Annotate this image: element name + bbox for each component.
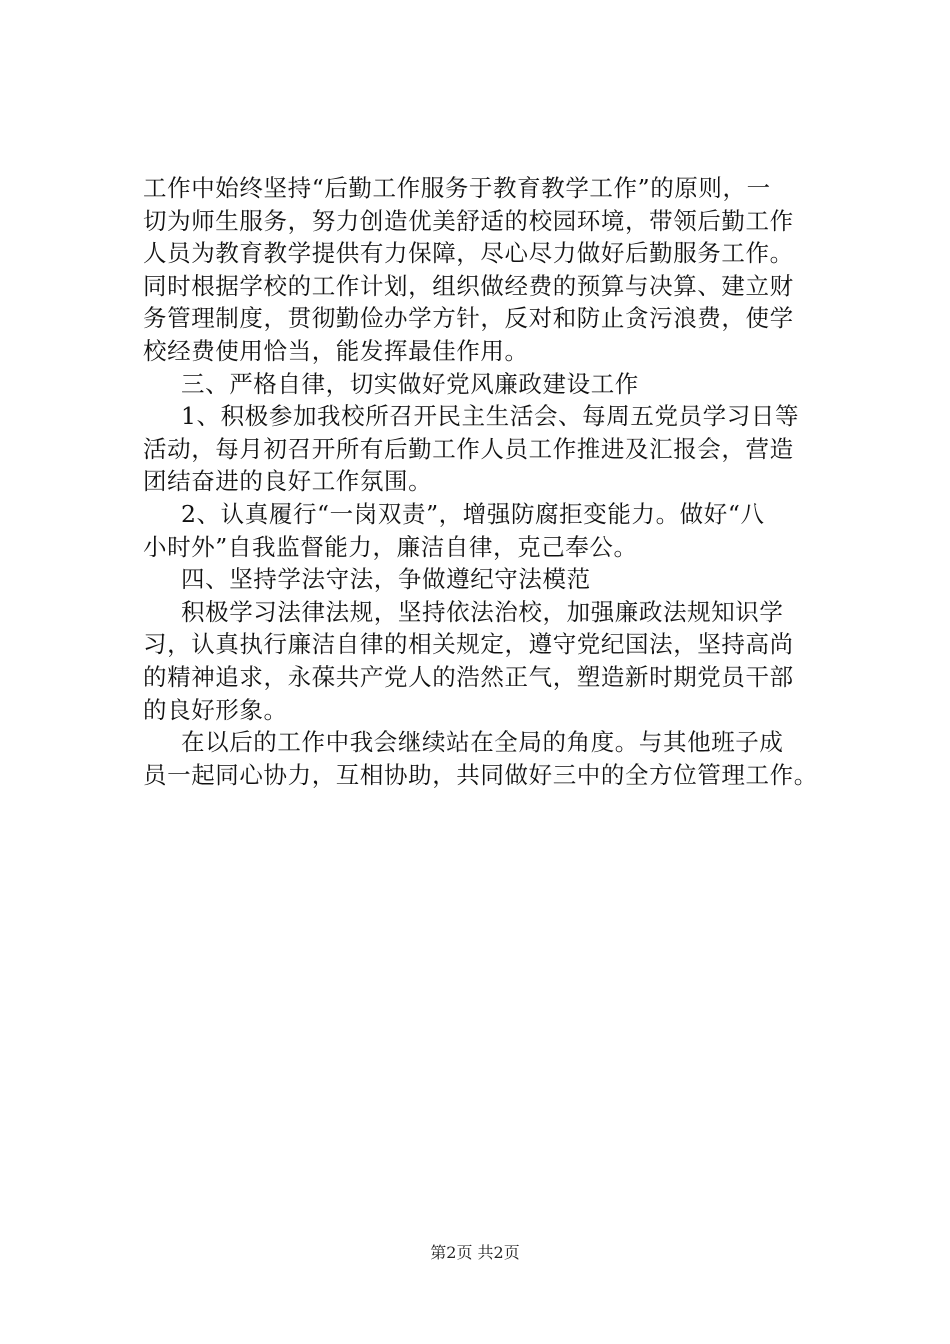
paragraph-line: 1、积极参加我校所召开民主生活会、每周五党员学习日等 bbox=[181, 402, 800, 431]
page-number-label: 第2页 共2页 bbox=[430, 1243, 520, 1262]
paragraph-line: 2、认真履行“一岗双责”，增强防腐拒变能力。做好“八 bbox=[181, 499, 765, 528]
paragraph-line: 员一起同心协力，互相协助，共同做好三中的全方位管理工作。 bbox=[143, 760, 818, 789]
paragraph-line: 人员为教育教学提供有力保障，尽心尽力做好后勤服务工作。 bbox=[143, 239, 794, 268]
paragraph-line: 的良好形象。 bbox=[143, 695, 288, 724]
paragraph-line: 在以后的工作中我会继续站在全局的角度。与其他班子成 bbox=[181, 728, 784, 757]
paragraph-line: 习，认真执行廉洁自律的相关规定，遵守党纪国法，坚持高尚 bbox=[143, 630, 794, 659]
page-footer bbox=[0, 1243, 950, 1263]
paragraph-line: 团结奋进的良好工作氛围。 bbox=[143, 467, 433, 496]
paragraph-line: 积极学习法律法规，坚持依法治校，加强廉政法规知识学 bbox=[181, 597, 784, 626]
section-heading-4: 四、坚持学法守法，争做遵纪守法模范 bbox=[181, 565, 591, 594]
paragraph-line: 的精神追求，永葆共产党人的浩然正气，塑造新时期党员干部 bbox=[143, 662, 794, 691]
paragraph-line: 同时根据学校的工作计划，组织做经费的预算与决算、建立财 bbox=[143, 271, 794, 300]
paragraph-line: 活动，每月初召开所有后勤工作人员工作推进及汇报会，营造 bbox=[143, 434, 794, 463]
paragraph-line: 工作中始终坚持“后勤工作服务于教育教学工作”的原则，一 bbox=[143, 174, 771, 202]
paragraph-line: 务管理制度，贯彻勤俭办学方针，反对和防止贪污浪费，使学 bbox=[143, 304, 794, 333]
section-heading-3: 三、严格自律，切实做好党风廉政建设工作 bbox=[181, 369, 639, 398]
paragraph-line: 切为师生服务，努力创造优美舒适的校园环境，带领后勤工作 bbox=[143, 206, 794, 235]
paragraph-line: 校经费使用恰当，能发挥最佳作用。 bbox=[143, 336, 529, 365]
paragraph-line: 小时外”自我监督能力，廉洁自律，克己奉公。 bbox=[143, 532, 638, 561]
document-body bbox=[143, 172, 823, 791]
